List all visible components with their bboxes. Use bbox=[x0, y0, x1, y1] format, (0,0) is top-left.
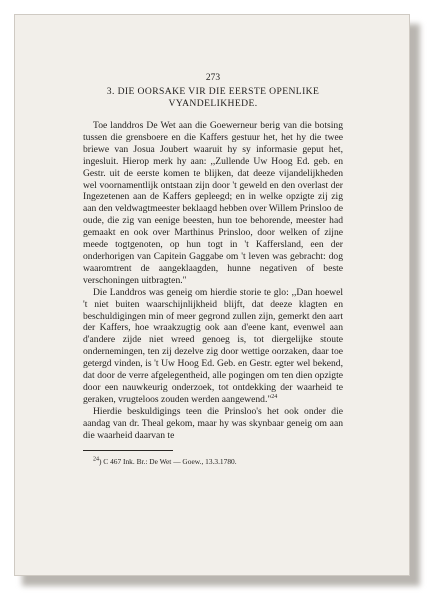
paragraph-1-lead: Toe landdros De Wet aan die Goewerneur berig van die botsing tussen die grensboere en die Kaffers gestuur het, het hy die twee briewe van Josua Joubert waaruit hy sy informasie geput het, ingesluit. Hierop merk hy aan: bbox=[83, 120, 343, 167]
footnote-text: ) C 467 Ink. Br.: De Wet — Goew., 13.3.1780. bbox=[99, 457, 237, 467]
section-heading bbox=[83, 86, 343, 109]
footnote-divider bbox=[83, 450, 173, 451]
heading-title-1: DIE OORSAKE VIR DIE EERSTE OPENLIKE bbox=[117, 86, 320, 97]
paragraph-1-quote: ,,Zullende Uw Hoog Ed. geb. en Gestr. uit de eerste komen te blijken, dat deeze vijandelijkheden wel voornamentlijk ontstaan zijn door 't geweld en den overlast der Ingezetenen aan de Kaffers gepleegd; en in welke opzigte zij zig aan den veldwagtmeester beklaagd hebben over Willem Prinsloo de oude, die zig van eenige beesten, hun toe behorende, meester had gemaakt en ook over Marthinus Prinsloo, door welken of zijne meede togtgenoten, op hun togt in 't Kaffersland, een der onderhorigen van Capitein Gaggabe om 't leven was gebracht: dog waaromtrent de aangeklaagden, hunne negativen of beste verschoningen uitbragten." bbox=[83, 155, 343, 286]
paragraph-3: Hierdie beskuldigings teen die Prinsloo's het ook onder die aandag van dr. Theal gekom, maar hy was skynbaar geneig om aan die waarheid daarvan te bbox=[83, 405, 343, 441]
book-page bbox=[14, 14, 410, 576]
paragraph-2-lead: Die Landdros was geneig om hierdie storie te glo: bbox=[93, 286, 289, 298]
page-number: 273 bbox=[205, 73, 221, 83]
footnote-reference: 24 bbox=[271, 393, 278, 400]
footnote-marker: 24 bbox=[93, 457, 99, 463]
paragraph-2 bbox=[83, 287, 343, 406]
body-text bbox=[83, 120, 343, 441]
paragraph-1 bbox=[83, 120, 343, 287]
section-number: 3. bbox=[106, 86, 115, 97]
heading-line-1 bbox=[83, 86, 343, 98]
heading-line-2: VYANDELIKHEDE. bbox=[168, 97, 258, 109]
footnote bbox=[83, 457, 343, 466]
paragraph-2-quote: ,,Dan hoewel 't niet buiten waarschijnlijkheid blijft, dat deeze klagten en beschuldigingen min of meer gegrond zullen zijn, gemerkt den aart der Kaffers, hoe wraakzugtig ook aan d'eene kant, evenwel aan d'andere zijde niet wreed genoeg is, tot diergelijke stoute ondernemingen, ten zij dezelve zig door wettige oorzaken, daar toe getergd vinden, is 't Uw Hoog Ed. Geb. en Gestr. egter wel bekend, dat door de verre afgelegentheid, alle pogingen om ten dien opzigte door een nauwkeurig onderzoek, tot ontdekking der waarheid te geraken, vrugteloos zouden werden aangewend." bbox=[83, 286, 344, 405]
page-content bbox=[83, 72, 343, 466]
